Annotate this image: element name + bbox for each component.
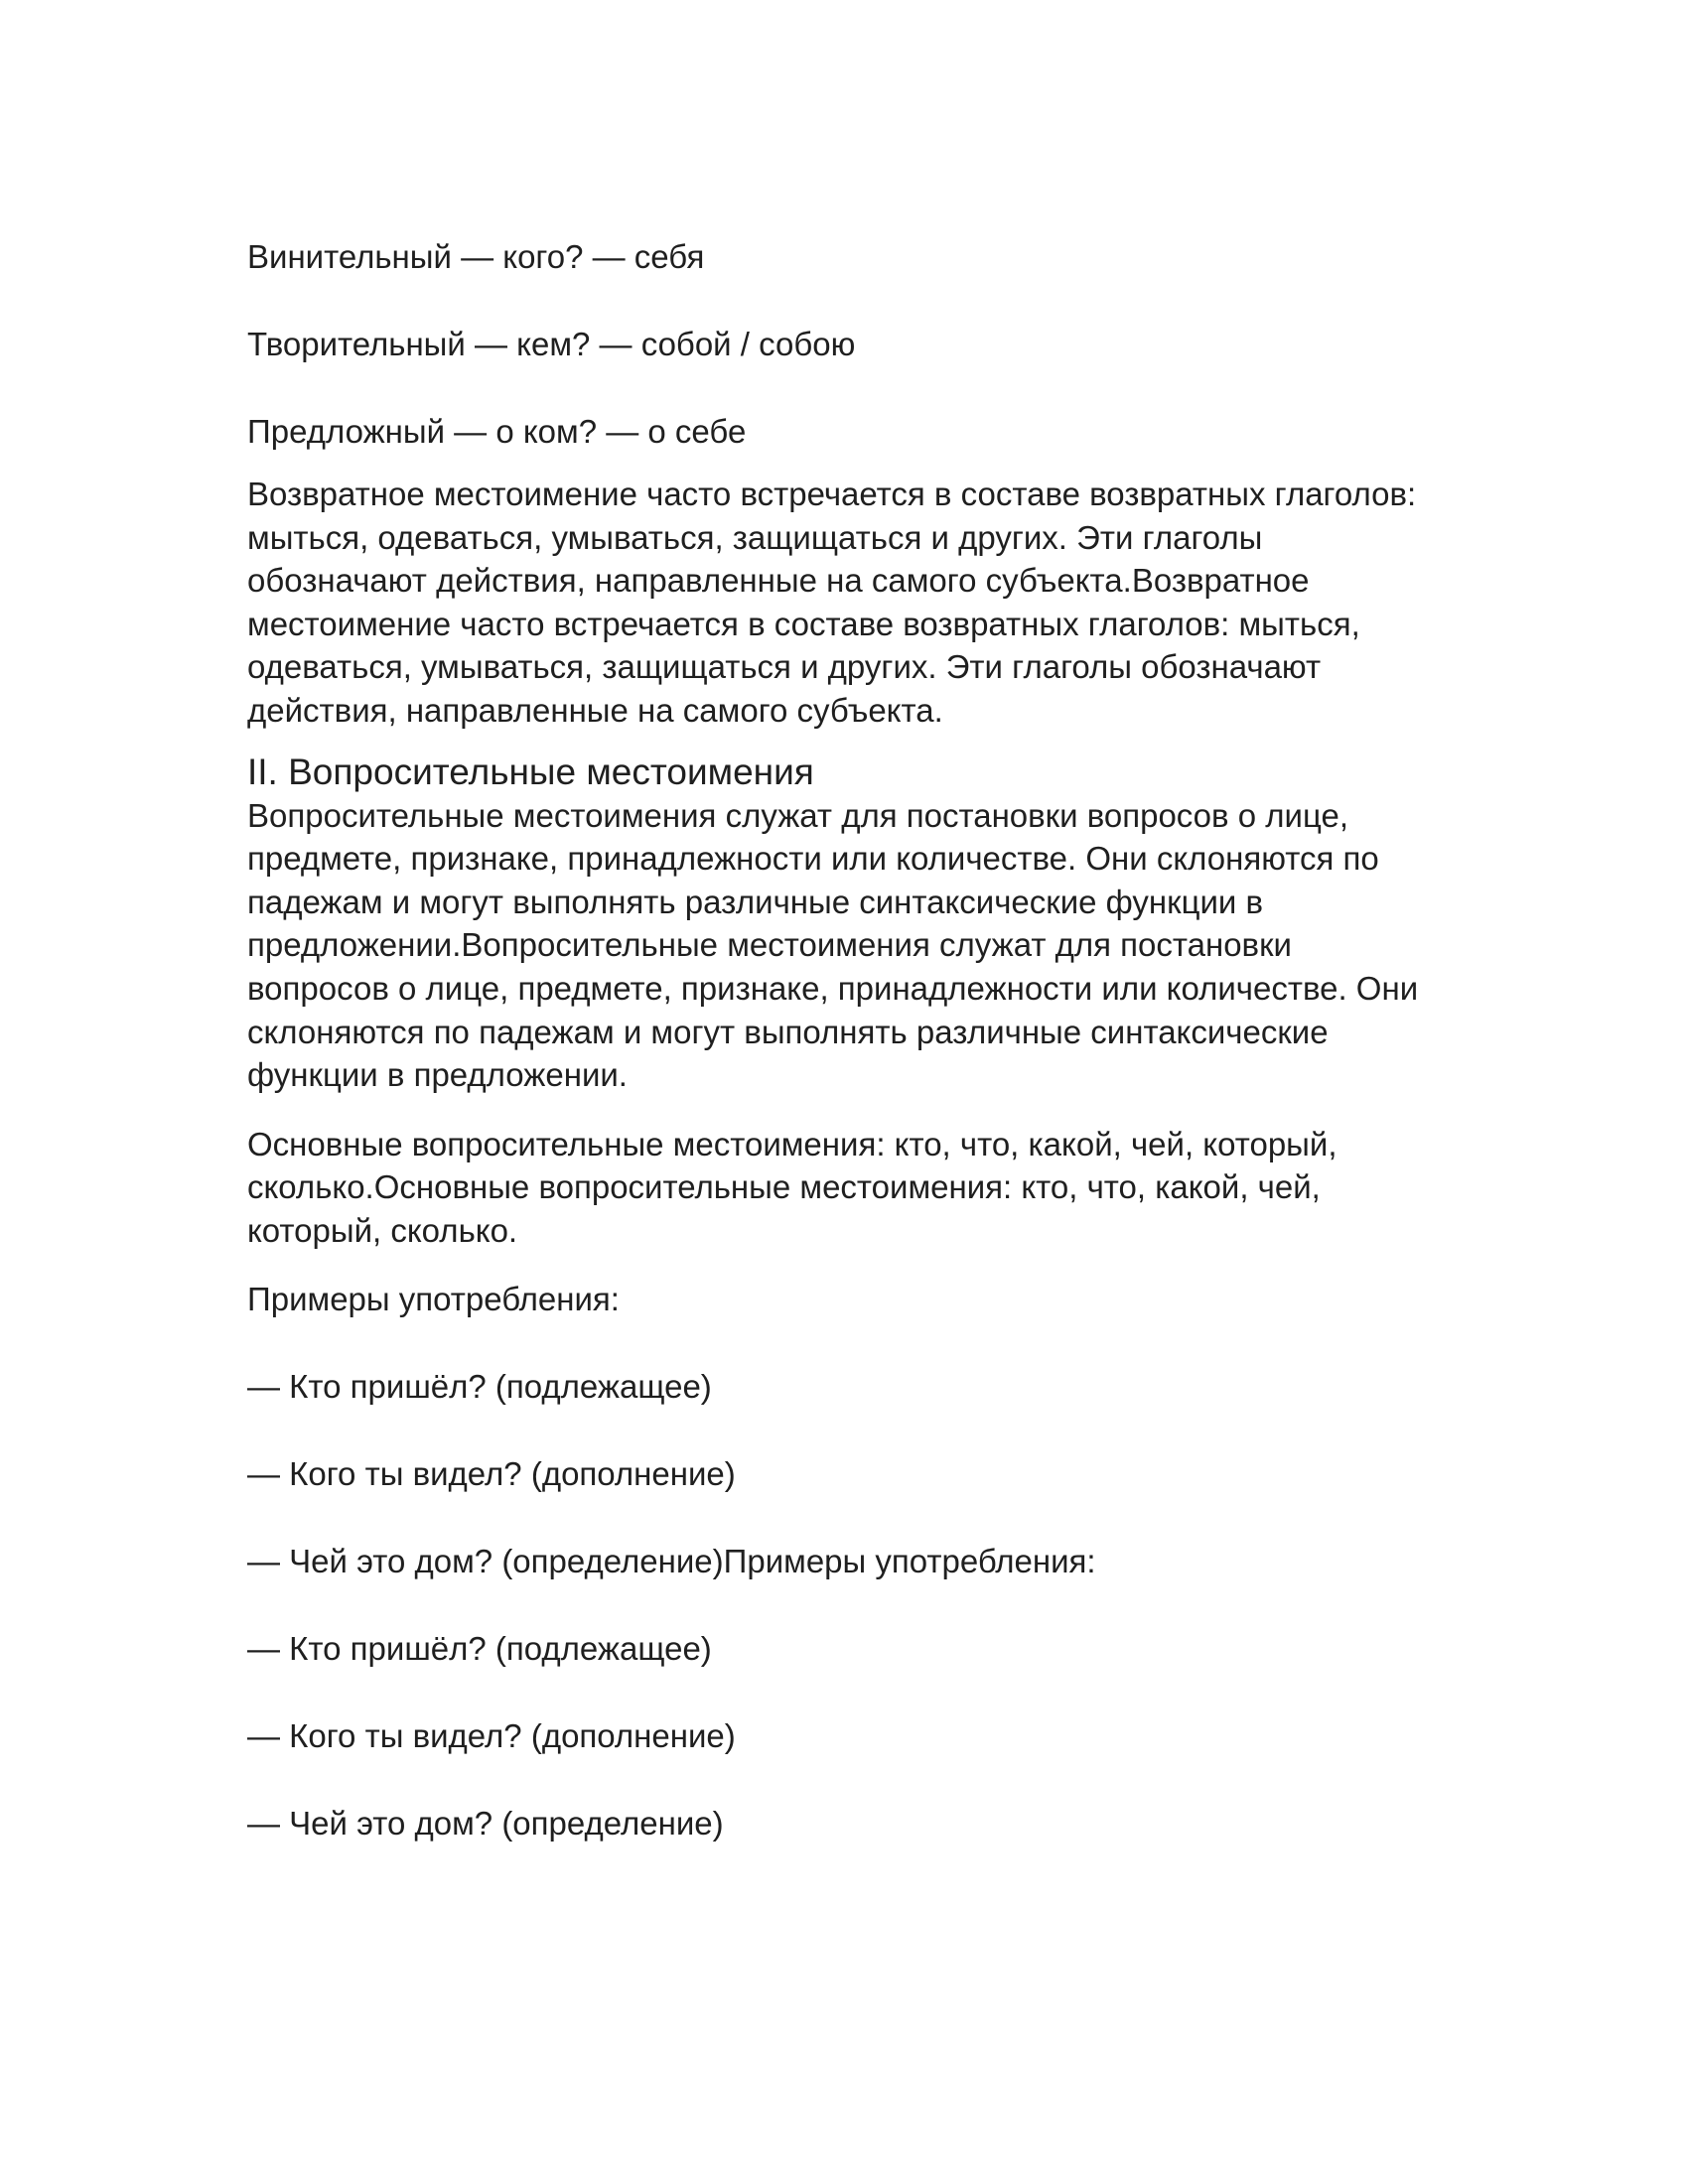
case-instrumental: Творительный — кем? — собой / собою [247,326,856,362]
example-line: — Кто пришёл? (подлежащее) [247,1367,712,1405]
interrogative-paragraph: Вопросительные местоимения служат для постановки вопросов о лице, предмете, признаке, принадлежности или количестве. Они склоняются по падежам и могут выполнять различные синтаксические функции в предложении.Вопросительные местоимения служат для постановки вопросов о лице, предмете, признаке, принадлежности или количестве. Они склоняются по падежам и могут выполнять различные синтаксические функции в предложении. [247,796,1419,1094]
example-line: — Кто пришёл? (подлежащее) [247,1629,712,1667]
case-accusative: Винительный — кого? — себя [247,238,705,275]
reflexive-paragraph: Возвратное местоимение часто встречается в составе возвратных глаголов: мыться, одеваться, умываться, защищаться и других. Эти глаголы обозначают действия, направленные на самого субъекта.Возвратное местоимение часто встречается в составе возвратных глаголов: мыться, одеваться, умываться, защищаться и других. Эти глаголы обозначают действия, направленные на самого субъекта. [247,476,1417,729]
section-title: II. Вопросительные местоимения [247,751,814,792]
example-line: — Чей это дом? (определение) [247,1804,724,1842]
case-prepositional: Предложный — о ком? — о себе [247,413,747,450]
example-line: — Кого ты видел? (дополнение) [247,1716,736,1754]
main-pronouns-paragraph: Основные вопросительные местоимения: кто, что, какой, чей, который, сколько.Основные вопросительные местоимения: кто, что, какой, чей, который, сколько. [247,1125,1337,1249]
example-line: — Чей это дом? (определение)Примеры употребления: [247,1542,1096,1579]
examples-label: Примеры употребления: [247,1280,620,1317]
document-page [247,236,1429,1890]
example-line: — Кого ты видел? (дополнение) [247,1454,736,1492]
